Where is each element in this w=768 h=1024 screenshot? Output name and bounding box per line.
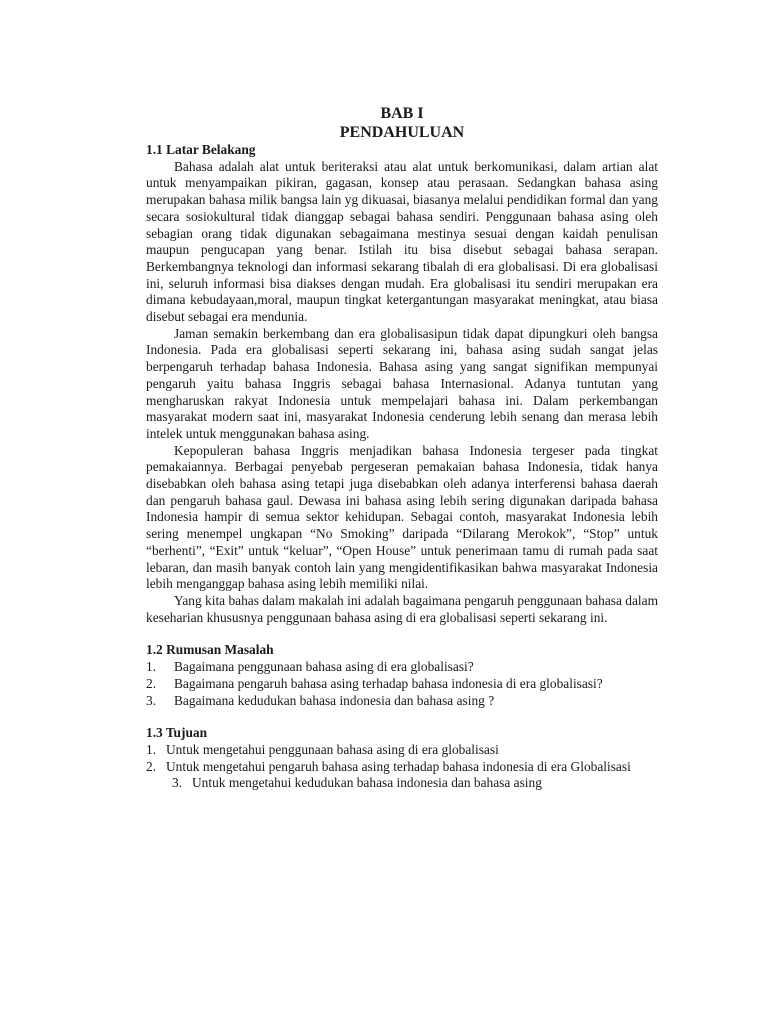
paragraph: Kepopuleran bahasa Inggris menjadikan bahasa Indonesia tergeser pada tingkat pemakaiannya. Berbagai penyebab pergeseran pemakaian bahasa Indonesia, tidak hanya disebabkan oleh bahasa asing tetapi juga disebabkan oleh adanya interferensi bahasa daerah dan pengaruh bahasa gaul. Dewasa ini bahasa asing lebih sering digunakan daripada bahasa Indonesia hampir di semua sektor kehidupan. Sebagai contoh, masyarakat Indonesia lebih sering menempel ungkapan “No Smoking” daripada “Dilarang Merokok”, “Stop” untuk “berhenti”, “Exit” untuk “keluar”, “Open House” untuk penerimaan tamu di rumah pada saat lebaran, dan masih banyak contoh lain yang mengidentifikasikan bahwa masyarakat Indonesia lebih menganggap bahasa asing lebih memiliki nilai. — [146, 442, 658, 592]
list-text: Bagaimana kedudukan bahasa indonesia dan bahasa asing ? — [174, 692, 495, 708]
list-text: Bagaimana pengaruh bahasa asing terhadap bahasa indonesia di era globalisasi? — [174, 675, 603, 691]
section-heading-latar-belakang: 1.1 Latar Belakang — [146, 142, 256, 157]
list-number: 2. — [146, 758, 157, 774]
list-number: 3. — [146, 692, 157, 708]
paragraph: Yang kita bahas dalam makalah ini adalah bagaimana pengaruh penggunaan bahasa dalam keseharian khususnya penggunaan bahasa asing di era globalisasi seperti sekarang ini. — [146, 592, 658, 625]
list-number: 2. — [146, 675, 157, 691]
spacer — [146, 709, 658, 725]
paragraph: Jaman semakin berkembang dan era globalisasipun tidak dapat dipungkuri oleh bangsa Indonesia. Pada era globalisasi seperti sekarang ini, bahasa asing sudah sangat jelas berpengaruh terhadap bahasa Indonesia. Bahasa asing yang sangat signifikan mempunyai pengaruh yaitu bahasa Inggris sebagai bahasa Internasional. Adanya tuntutan yang mengharuskan rakyat Indonesia untuk mempelajari bahasa ini. Dalam perkembangan masyarakat modern saat ini, masyarakat Indonesia cenderung lebih senang dan merasa lebih intelek untuk menggunakan bahasa asing. — [146, 325, 658, 441]
chapter-title: PENDAHULUAN — [339, 124, 465, 141]
list-number: 1. — [146, 659, 157, 675]
list-item — [146, 693, 658, 710]
list-number: 1. — [146, 741, 157, 757]
list-item — [146, 742, 658, 759]
rumusan-masalah-list — [146, 659, 658, 709]
document-page — [146, 104, 658, 792]
section-heading-tujuan: 1.3 Tujuan — [146, 725, 208, 741]
spacer — [146, 626, 658, 642]
list-text: Untuk mengetahui kedudukan bahasa indonesia dan bahasa asing — [192, 775, 542, 791]
list-item — [146, 775, 658, 792]
chapter-number: BAB I — [380, 105, 424, 122]
section-heading-rumusan-masalah: 1.2 Rumusan Masalah — [146, 642, 274, 658]
list-text: Bagaimana penggunaan bahasa asing di era globalisasi? — [174, 659, 474, 675]
tujuan-list — [146, 742, 658, 792]
paragraph: Bahasa adalah alat untuk beriteraksi atau alat untuk berkomunikasi, dalam artian alat untuk menyampaikan pikiran, gagasan, konsep atau perasaan. Sedangkan bahasa asing merupakan bahasa milik bangsa lain yg dikuasai, biasanya melalui pendidikan formal dan yang secara sosiokultural tidak dianggap sebagai bahasa sendiri. Penggunaan bahasa asing oleh sebagian orang tidak digunakan sebagaimana mestinya sesuai dengan kaidah penulisan maupun pengucapan yang benar. Istilah itu bisa disebut sebagai bahasa serapan. Berkembangnya teknologi dan informasi sekarang tibalah di era globalisasi. Di era globalisasi ini, seluruh informasi bisa diakses dengan mudah. Era globalisasi itu sendiri merupakan era dimana kebudayaan,moral, maupun tingkat ketergantungan masyarakat meningkat, atau biasa disebut sebagai era mendunia. — [146, 158, 658, 325]
list-text: Untuk mengetahui penggunaan bahasa asing di era globalisasi — [166, 741, 499, 757]
list-item — [146, 759, 658, 776]
list-text: Untuk mengetahui pengaruh bahasa asing terhadap bahasa indonesia di era Globalisasi — [166, 758, 631, 774]
list-item — [146, 676, 658, 693]
list-number: 3. — [172, 775, 183, 791]
list-item — [146, 659, 658, 676]
